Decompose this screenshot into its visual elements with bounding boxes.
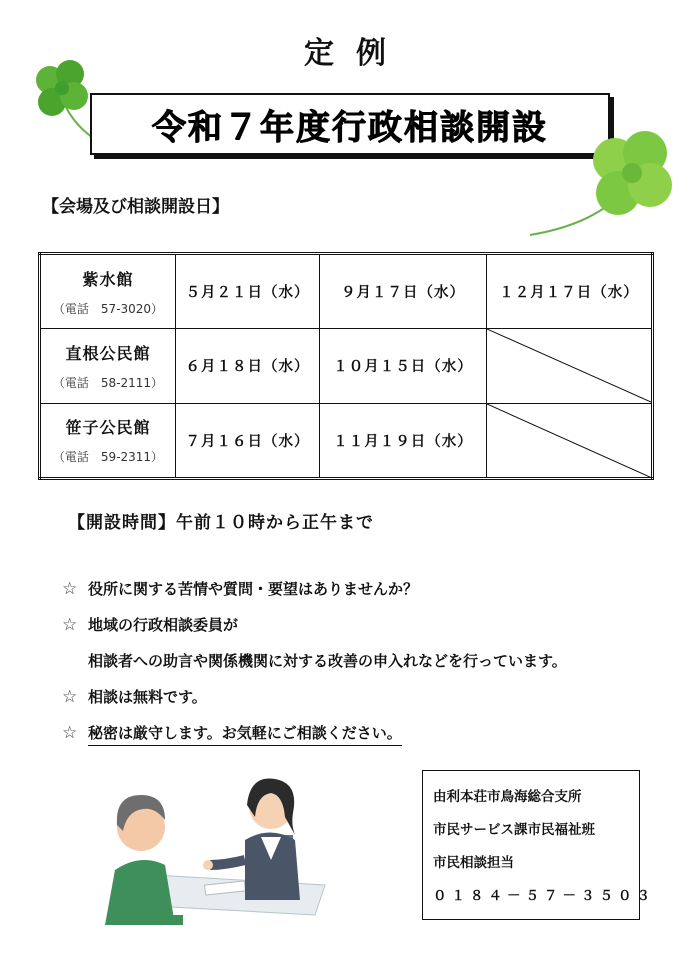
date-cell: ５月２１日（水） <box>176 254 320 329</box>
list-item <box>62 614 662 650</box>
list-item <box>62 650 662 686</box>
note-text: 地域の行政相談委員が <box>88 616 239 634</box>
date-cell: １２月１７日（水） <box>487 254 653 329</box>
venue-cell <box>40 254 176 329</box>
venue-name: 笹子公民館 <box>65 418 151 438</box>
empty-cell <box>487 329 653 403</box>
venue-cell <box>40 403 176 479</box>
table-row <box>40 254 653 329</box>
table-row <box>40 329 653 403</box>
star-icon: ☆ <box>62 687 78 707</box>
list-item <box>62 722 662 758</box>
schedule-table <box>38 252 654 480</box>
hours-value: 午前１０時から正午まで <box>176 513 374 533</box>
venue-phone: （電話 58-2111） <box>52 375 164 390</box>
date-cell: １０月１５日（水） <box>320 329 487 403</box>
table-row <box>40 403 653 479</box>
title-box: 令和７年度行政相談開設 <box>90 93 610 155</box>
hours-label: 【開設時間】 <box>68 513 176 533</box>
contact-phone: ０１８４－５７－３５０３ <box>433 888 655 904</box>
list-item <box>62 578 662 614</box>
list-item <box>62 686 662 722</box>
header-label: 定例 <box>304 36 408 71</box>
contact-box <box>422 770 655 920</box>
date-cell: １１月１９日（水） <box>320 403 487 479</box>
note-text: 相談は無料です。 <box>88 688 207 706</box>
empty-cell <box>487 403 653 479</box>
venue-name: 直根公民館 <box>65 343 151 363</box>
contact-section: 市民サービス課市民福祉班 <box>433 822 595 838</box>
date-cell: ９月１７日（水） <box>320 254 487 329</box>
venue-phone: （電話 59-2311） <box>52 450 164 465</box>
note-text: 秘密は厳守します。お気軽にご相談ください。 <box>88 722 402 746</box>
contact-office: 由利本荘市鳥海総合支所 <box>433 789 582 805</box>
consultation-illustration <box>95 765 375 925</box>
opening-hours <box>68 508 374 533</box>
date-cell: ６月１８日（水） <box>176 329 320 403</box>
diagonal-line <box>487 329 651 402</box>
star-icon: ☆ <box>62 615 78 635</box>
contact-role: 市民相談担当 <box>433 855 514 871</box>
note-text: 役所に関する苦情や質問・要望はありませんか？ <box>88 580 419 598</box>
venue-name: 紫水館 <box>82 269 134 289</box>
venue-cell <box>40 329 176 403</box>
venue-phone: （電話 57-3020） <box>52 301 164 316</box>
date-cell: ７月１６日（水） <box>176 403 320 479</box>
notes-list <box>62 578 662 758</box>
section-label: 【会場及び相談開設日】 <box>42 197 229 217</box>
clover-right-icon <box>520 125 680 240</box>
note-text: 相談者への助言や関係機関に対する改善の申入れなどを行っています。 <box>88 652 567 670</box>
star-icon: ☆ <box>62 723 78 743</box>
star-icon: ☆ <box>62 579 78 599</box>
diagonal-line <box>487 404 651 478</box>
